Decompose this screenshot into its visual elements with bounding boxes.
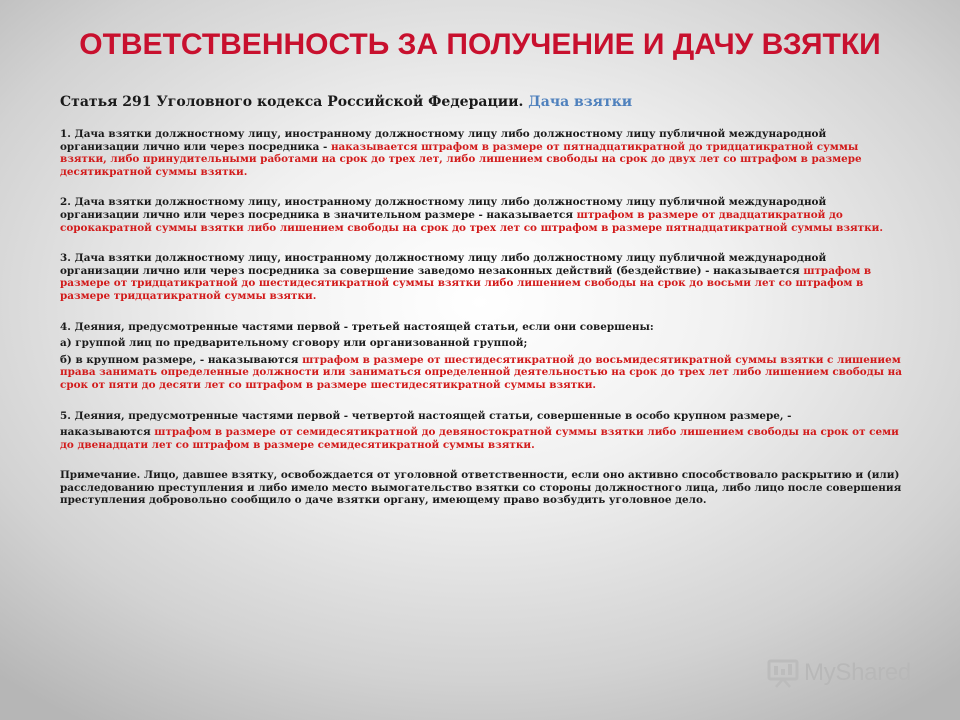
paragraph-3 xyxy=(60,252,905,302)
paragraph-5-penalty: штрафом в размере от семидесятикратной до девяностократной суммы взятки либо лишением свободы на срок от семи до двенадцати лет со штрафом в размере семидесятикратной суммы взятки. xyxy=(60,426,899,451)
myshared-logo xyxy=(766,656,926,690)
paragraph-4-intro: 4. Деяния, предусмотренные частями первой - третьей настоящей статьи, если они совершены: xyxy=(60,320,654,333)
paragraph-4-item-b-penalty: штрафом в размере от шестидесятикратной до восьмидесятикратной суммы взятки с лишением права занимать определенные должности или заниматься определенной деятельностью на срок до трех лет либо лишением свободы на срок от пяти до десяти лет со штрафом в размере шестидесятикратной суммы взятки. xyxy=(60,353,902,391)
logo-text: MyShared xyxy=(804,659,911,686)
paragraph-5-text: наказываются xyxy=(60,426,155,439)
article-heading-main: Статья 291 Уголовного кодекса Российской Федерации. xyxy=(60,94,524,110)
paragraph-4-item-b-text: б) в крупном размере, - наказываются xyxy=(60,353,303,366)
paragraph-2-penalty: штрафом в размере от двадцатикратной до сорокакратной суммы взятки либо лишением свободы на срок до трех лет со штрафом в размере пятнадцатикратной суммы взятки. xyxy=(60,208,883,234)
note-paragraph: Примечание. Лицо, давшее взятку, освобождается от уголовной ответственности, если оно активно способствовало раскрытию и (или) расследованию преступления и либо имело место вымогательство взятки со стороны должностного лица, либо лицо после совершения преступления добровольно сообщило о даче взятки органу, имеющему право возбудить уголовное дело. xyxy=(60,469,902,507)
presentation-board-icon xyxy=(766,658,800,688)
paragraph-3-penalty: штрафом в размере от тридцатикратной до шестидесятикратной суммы взятки либо лишением свободы на срок до восьми лет со штрафом в размере тридцатикратной суммы взятки. xyxy=(60,264,872,302)
paragraph-2-text: 2. Дача взятки должностному лицу, иностранному должностному лицу либо должностному лицу публичной международной организации лично или через посредника в значительном размере - наказывается xyxy=(60,196,827,221)
paragraph-1-text: 1. Дача взятки должностному лицу, иностранному должностному лицу либо должностному лицу публичной международной организации лично или через посредника - xyxy=(60,128,827,153)
paragraph-3-text: 3. Дача взятки должностному лицу, иностранному должностному лицу либо должностному лицу публичной международной организации лично или через посредника за совершение заведомо незаконных действий (бездействие) - наказывается xyxy=(60,252,827,277)
slide-content xyxy=(60,94,905,525)
paragraph-2 xyxy=(60,196,905,234)
paragraph-1 xyxy=(60,128,905,178)
article-heading xyxy=(60,94,905,110)
paragraph-4-item-a: а) группой лиц по предварительному сговору или организованной группой; xyxy=(60,337,528,350)
paragraph-1-penalty: наказывается штрафом в размере от пятнадцатикратной до тридцатикратной суммы взятки, либо принудительными работами на срок до трех лет, либо лишением свободы на срок до двух лет со штрафом в размере десятикратной суммы взятки. xyxy=(60,140,862,178)
paragraph-5 xyxy=(60,426,905,451)
slide-title: ОТВЕТСТВЕННОСТЬ ЗА ПОЛУЧЕНИЕ И ДАЧУ ВЗЯТКИ xyxy=(79,28,881,61)
paragraph-5-intro: 5. Деяния, предусмотренные частями первой - четвертой настоящей статьи, совершенные в особо крупном размере, - xyxy=(60,409,792,422)
article-heading-accent: Дача взятки xyxy=(528,94,633,110)
paragraph-4-item-b xyxy=(60,354,905,392)
